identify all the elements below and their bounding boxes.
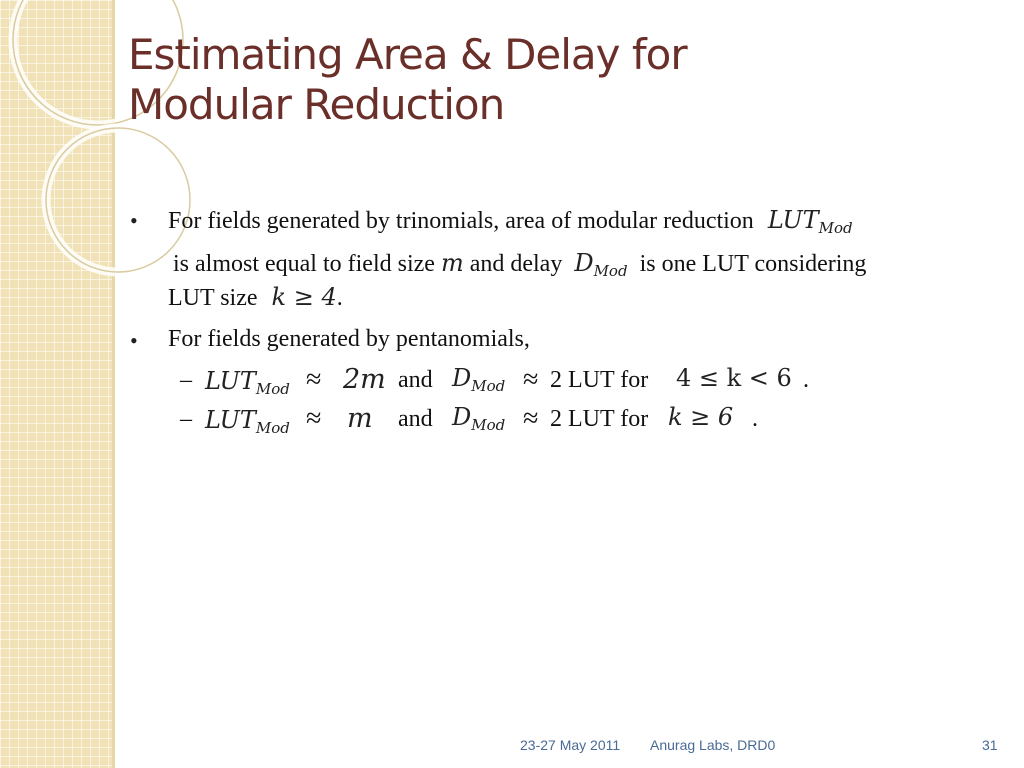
sub-bullet-dash: – bbox=[180, 367, 192, 393]
slide-number: 31 bbox=[982, 737, 998, 753]
sub-2-end: . bbox=[752, 406, 758, 432]
sub-2-condition: k ≥ 6 bbox=[668, 403, 734, 431]
sub-2-tail: 2 LUT for bbox=[550, 406, 649, 432]
approx-symbol: ≈ bbox=[306, 364, 322, 395]
approx-symbol: ≈ bbox=[523, 364, 539, 395]
sub-bullet-dash: – bbox=[180, 406, 192, 432]
approx-symbol: ≈ bbox=[523, 403, 539, 434]
d-mod-symbol: $D_{Mod}$ bbox=[574, 249, 628, 280]
bullet-1-text: For fields generated by trinomials, area of modular reduction bbox=[168, 208, 754, 234]
bullet-2-line-1: For fields generated by pentanomials, bbox=[168, 326, 530, 352]
sub-2-d-mod: $D_{Mod}$ bbox=[452, 403, 506, 434]
footer-date: 23-27 May 2011 bbox=[520, 737, 621, 753]
sub-1-tail: 2 LUT for bbox=[550, 367, 649, 393]
sub-1-and: and bbox=[398, 367, 433, 393]
sub-1-value: 2m bbox=[343, 364, 386, 395]
sub-2-and: and bbox=[398, 406, 433, 432]
bullet-1-line-3: LUT size k ≥ 4. bbox=[168, 283, 343, 311]
slide-title bbox=[128, 30, 687, 130]
k-condition: k ≥ 4 bbox=[271, 283, 337, 311]
bullet-marker: • bbox=[130, 328, 138, 353]
bullet-1-line-2: is almost equal to field size m and delay $D_{Mod}$ is one LUT considering bbox=[173, 249, 867, 280]
lut-mod-symbol: $LUT_{Mod}$ bbox=[767, 206, 853, 237]
sub-1-d-mod: $D_{Mod}$ bbox=[452, 364, 506, 395]
title-line-1: Estimating Area & Delay for bbox=[128, 30, 687, 79]
sub-1-condition: 4 ≤ k < 6 bbox=[676, 364, 792, 392]
sub-2-value: m bbox=[347, 403, 373, 434]
field-size-m: m bbox=[440, 249, 464, 277]
sub-2-lut-mod: $LUT_{Mod}$ bbox=[205, 406, 290, 437]
sub-1-lut-mod: $LUT_{Mod}$ bbox=[205, 367, 290, 398]
bullet-1-line-1 bbox=[168, 206, 853, 235]
footer-org: Anurag Labs, DRD0 bbox=[650, 737, 776, 753]
title-line-2: Modular Reduction bbox=[128, 80, 505, 129]
bullet-marker: • bbox=[130, 208, 138, 233]
approx-symbol: ≈ bbox=[306, 403, 322, 434]
sub-1-end: . bbox=[803, 367, 809, 393]
